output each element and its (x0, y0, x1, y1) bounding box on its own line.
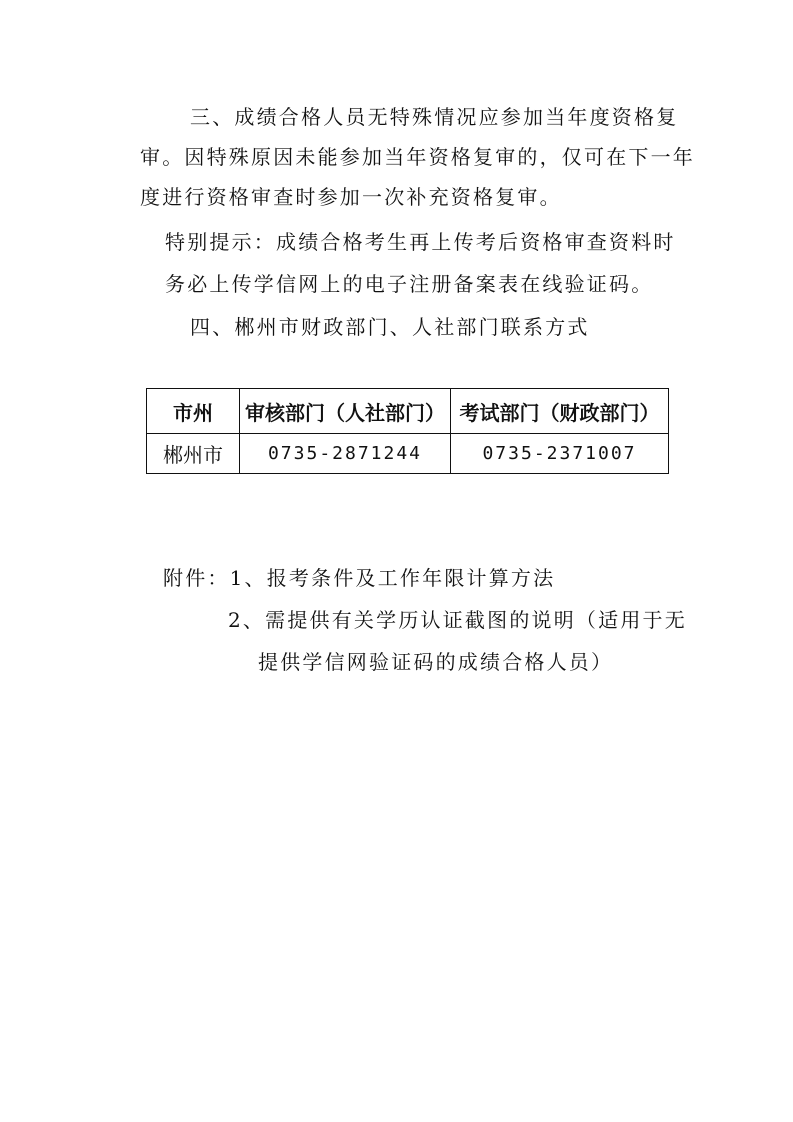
cell-city: 郴州市 (147, 434, 240, 474)
paragraph-line: 务必上传学信网上的电子注册备案表在线验证码。 (165, 272, 654, 296)
paragraph-line: 审。因特殊原因未能参加当年资格复审的，仅可在下一年 (140, 145, 695, 169)
paragraph-line: 特别提示：成绩合格考生再上传考后资格审查资料时 (165, 230, 676, 254)
attachment-line: 提供学信网验证码的成绩合格人员） (258, 650, 614, 674)
header-review-dept: 审核部门（人社部门） (240, 389, 451, 434)
header-city: 市州 (147, 389, 240, 434)
paragraph-line: 度进行资格审查时参加一次补充资格复审。 (140, 185, 562, 209)
paragraph-line: 三、成绩合格人员无特殊情况应参加当年度资格复 (190, 105, 679, 129)
contact-table (146, 388, 669, 474)
table-row (147, 434, 669, 474)
table-header-row (147, 389, 669, 434)
header-exam-dept: 考试部门（财政部门） (451, 389, 669, 434)
attachment-line: 附件：1、报考条件及工作年限计算方法 (163, 566, 556, 590)
section-heading: 四、郴州市财政部门、人社部门联系方式 (190, 315, 590, 339)
cell-review-phone: 0735-2871244 (240, 434, 451, 474)
attachment-line: 2、需提供有关学历认证截图的说明（适用于无 (228, 608, 687, 632)
cell-exam-phone: 0735-2371007 (451, 434, 669, 474)
